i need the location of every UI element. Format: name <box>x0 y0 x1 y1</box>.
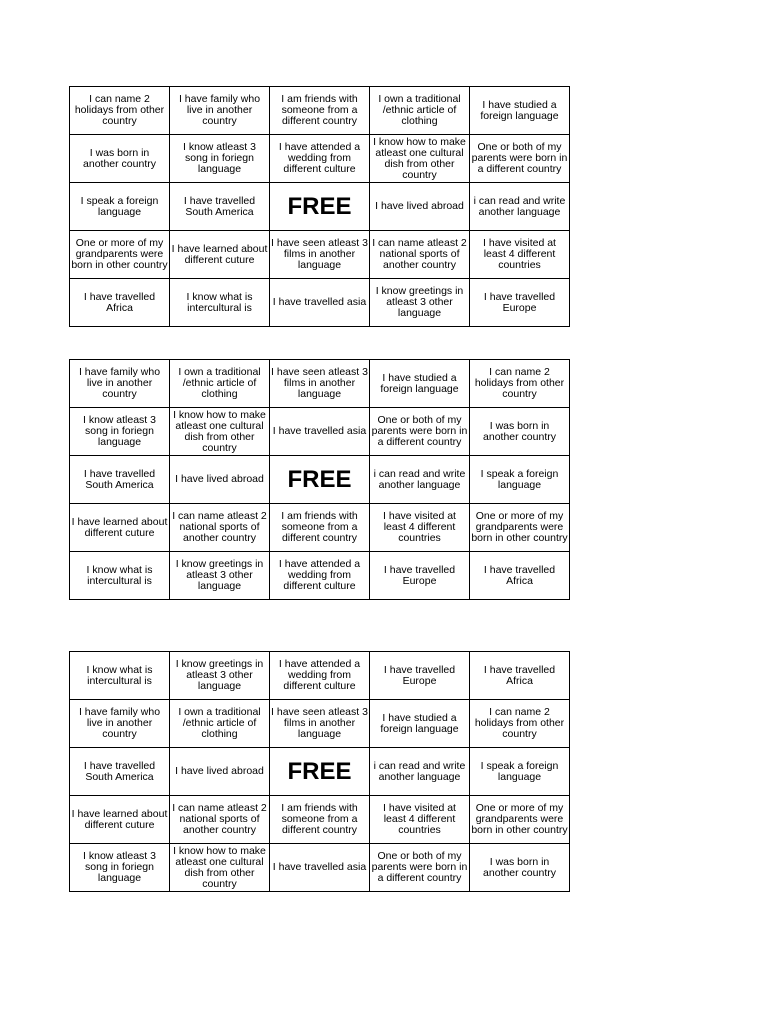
bingo-cell: I know what is intercultural is <box>70 652 170 700</box>
bingo-row <box>70 504 570 552</box>
bingo-cell: I know what is intercultural is <box>70 552 170 600</box>
bingo-cell: I have travelled Europe <box>370 652 470 700</box>
bingo-cell: I have attended a wedding from different culture <box>270 135 370 183</box>
bingo-cell: One or more of my grandparents were born in other country <box>70 231 170 279</box>
bingo-cell: I have visited at least 4 different countries <box>370 504 470 552</box>
bingo-cell: I was born in another country <box>70 135 170 183</box>
bingo-cell: I have travelled asia <box>270 408 370 456</box>
bingo-cell: I speak a foreign language <box>70 183 170 231</box>
bingo-row <box>70 456 570 504</box>
bingo-cell: One or more of my grandparents were born in other country <box>470 504 570 552</box>
bingo-cell: I have travelled Europe <box>370 552 470 600</box>
bingo-row <box>70 748 570 796</box>
bingo-cell: I know atleast 3 song in foriegn language <box>170 135 270 183</box>
bingo-row <box>70 360 570 408</box>
bingo-cell: I have travelled Africa <box>70 279 170 327</box>
bingo-cell: I know how to make atleast one cultural dish from other country <box>170 844 270 892</box>
bingo-cell: i can read and write another language <box>470 183 570 231</box>
bingo-cell: I have lived abroad <box>170 748 270 796</box>
bingo-cell: I own a traditional /ethnic article of clothing <box>170 700 270 748</box>
bingo-cell: I have learned about different cuture <box>170 231 270 279</box>
bingo-cell: I can name atleast 2 national sports of another country <box>170 796 270 844</box>
bingo-card-3 <box>69 651 570 892</box>
bingo-row <box>70 700 570 748</box>
bingo-cell: I have travelled South America <box>70 748 170 796</box>
bingo-card-1 <box>69 86 570 327</box>
bingo-cell: I am friends with someone from a different country <box>270 504 370 552</box>
bingo-row <box>70 652 570 700</box>
bingo-cell: I can name 2 holidays from other country <box>70 87 170 135</box>
bingo-cell: I have studied a foreign language <box>370 700 470 748</box>
bingo-card-2 <box>69 359 570 600</box>
bingo-cell: I have seen atleast 3 films in another language <box>270 360 370 408</box>
free-space: FREE <box>270 748 370 796</box>
bingo-cell: One or both of my parents were born in a different country <box>470 135 570 183</box>
bingo-row <box>70 279 570 327</box>
bingo-cell: One or both of my parents were born in a different country <box>370 408 470 456</box>
bingo-cell: I have family who live in another country <box>70 700 170 748</box>
bingo-cell: I can name atleast 2 national sports of another country <box>170 504 270 552</box>
bingo-cell: I know how to make atleast one cultural dish from other country <box>370 135 470 183</box>
bingo-cell: I have seen atleast 3 films in another language <box>270 231 370 279</box>
bingo-cell: I know how to make atleast one cultural dish from other country <box>170 408 270 456</box>
bingo-cell: I have lived abroad <box>370 183 470 231</box>
bingo-cell: i can read and write another language <box>370 748 470 796</box>
bingo-cell: One or both of my parents were born in a different country <box>370 844 470 892</box>
bingo-cell: I know atleast 3 song in foriegn language <box>70 844 170 892</box>
bingo-cell: I have attended a wedding from different culture <box>270 652 370 700</box>
bingo-cell: One or more of my grandparents were born in other country <box>470 796 570 844</box>
bingo-cell: I have lived abroad <box>170 456 270 504</box>
bingo-cell: I know atleast 3 song in foriegn language <box>70 408 170 456</box>
bingo-cell: I have travelled asia <box>270 279 370 327</box>
bingo-cell: I speak a foreign language <box>470 748 570 796</box>
bingo-row <box>70 552 570 600</box>
free-space: FREE <box>270 183 370 231</box>
bingo-cell: I have travelled South America <box>70 456 170 504</box>
bingo-cell: I have seen atleast 3 films in another language <box>270 700 370 748</box>
bingo-cell: I speak a foreign language <box>470 456 570 504</box>
bingo-cell: I have family who live in another country <box>70 360 170 408</box>
bingo-row <box>70 135 570 183</box>
bingo-cell: I can name atleast 2 national sports of another country <box>370 231 470 279</box>
bingo-cell: I know greetings in atleast 3 other language <box>170 552 270 600</box>
free-space: FREE <box>270 456 370 504</box>
bingo-row <box>70 408 570 456</box>
bingo-cell: i can read and write another language <box>370 456 470 504</box>
bingo-cell: I have travelled Africa <box>470 552 570 600</box>
bingo-cell: I own a traditional /ethnic article of clothing <box>170 360 270 408</box>
bingo-cell: I have travelled Europe <box>470 279 570 327</box>
bingo-cell: I know greetings in atleast 3 other language <box>370 279 470 327</box>
bingo-cell: I am friends with someone from a different country <box>270 87 370 135</box>
bingo-row <box>70 231 570 279</box>
bingo-cell: I have learned about different cuture <box>70 504 170 552</box>
bingo-row <box>70 183 570 231</box>
bingo-cell: I was born in another country <box>470 844 570 892</box>
bingo-cell: I know greetings in atleast 3 other language <box>170 652 270 700</box>
bingo-cell: I have attended a wedding from different culture <box>270 552 370 600</box>
bingo-cell: I can name 2 holidays from other country <box>470 360 570 408</box>
bingo-cell: I have visited at least 4 different countries <box>470 231 570 279</box>
bingo-cell: I have family who live in another country <box>170 87 270 135</box>
bingo-cell: I have studied a foreign language <box>470 87 570 135</box>
bingo-cell: I have travelled Africa <box>470 652 570 700</box>
bingo-cell: I have studied a foreign language <box>370 360 470 408</box>
bingo-row <box>70 796 570 844</box>
bingo-cell: I am friends with someone from a different country <box>270 796 370 844</box>
bingo-cell: I know what is intercultural is <box>170 279 270 327</box>
bingo-row <box>70 844 570 892</box>
bingo-cell: I was born in another country <box>470 408 570 456</box>
bingo-cell: I have travelled asia <box>270 844 370 892</box>
bingo-row <box>70 87 570 135</box>
bingo-cell: I have learned about different cuture <box>70 796 170 844</box>
bingo-cell: I have visited at least 4 different countries <box>370 796 470 844</box>
bingo-cell: I have travelled South America <box>170 183 270 231</box>
bingo-cell: I own a traditional /ethnic article of clothing <box>370 87 470 135</box>
bingo-cell: I can name 2 holidays from other country <box>470 700 570 748</box>
